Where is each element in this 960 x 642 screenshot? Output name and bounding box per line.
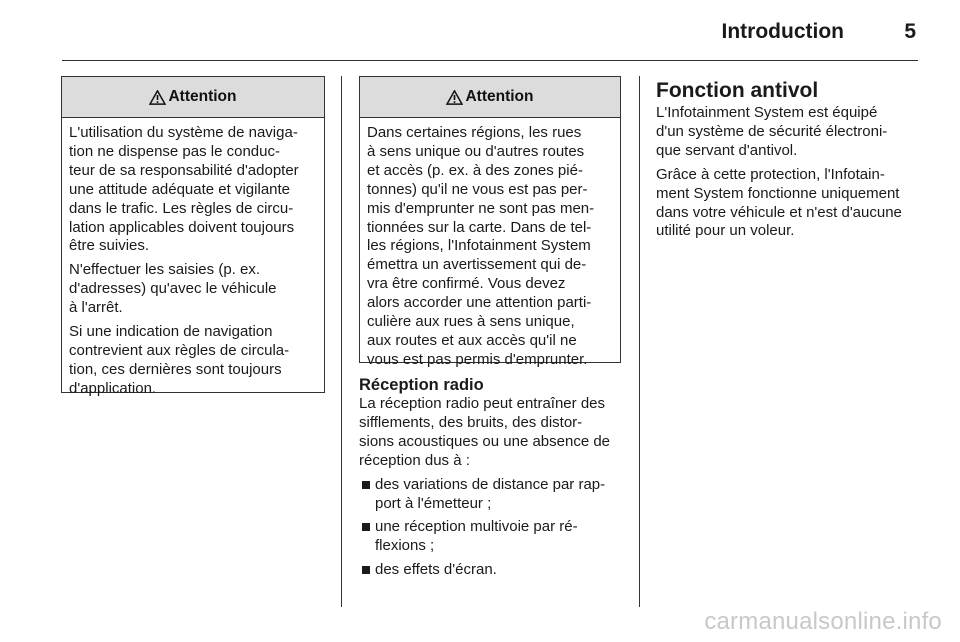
section-heading: Fonction antivol	[656, 79, 819, 102]
list-item-text: des effets d'écran.	[375, 561, 497, 579]
warning-paragraph: L'utilisation du système de naviga- tion ne dispense pas le conduc- teur de sa responsabilité d'adopter une attitude adéquate et vigilante dans le trafic. Les règles de circu- lation applicables doivent toujours être suivies.	[69, 124, 299, 255]
antitheft-section	[656, 78, 926, 246]
bullet-list	[359, 476, 623, 581]
warning-paragraph: N'effectuer les saisies (p. ex. d'adresses) qu'avec le véhicule à l'arrêt.	[69, 261, 277, 317]
section-paragraph: Grâce à cette protection, l'Infotain- ment System fonctionne uniquement dans votre véhicule et n'est d'aucune utilité pour un voleur.	[656, 165, 902, 240]
column-divider-right	[639, 76, 640, 607]
list-item	[359, 518, 623, 556]
warning-box-title: Attention	[168, 88, 237, 105]
warning-box-navigation	[61, 76, 325, 397]
middle-column	[359, 76, 623, 585]
list-item	[359, 561, 623, 580]
page-header	[62, 0, 918, 61]
warning-box-title: Attention	[465, 88, 534, 105]
column-divider-left	[341, 76, 342, 607]
section-heading: Réception radio	[359, 376, 484, 394]
list-item	[359, 476, 623, 514]
warning-box-body	[360, 118, 620, 381]
warning-triangle-icon	[149, 90, 166, 105]
section-intro: La réception radio peut entraîner des sifflements, des bruits, des distor- sions acoustiques ou une absence de réception dus à :	[359, 395, 611, 469]
warning-box-body	[62, 118, 324, 410]
warning-box-header	[62, 77, 324, 118]
warning-paragraph: Dans certaines régions, les rues à sens unique ou d'autres routes et accès (p. ex. à des zones pié- tonnes) qu'il ne vous est pas per- mis d'emprunter ne sont pas men- tionnées sur la carte. Dans de tel- les régions, l'Infotainment System émettra un avertissement qui de- vra être confirmé. Vous devez alors accorder une attention parti- culière aux rues à sens unique, aux routes et aux accès qu'il ne vous est pas permis d'emprunter.	[367, 124, 595, 368]
page-number: 5	[904, 20, 916, 43]
section-paragraph: L'Infotainment System est équipé d'un système de sécurité électroni- que servant d'antivol.	[656, 104, 888, 159]
radio-reception-section	[359, 375, 623, 580]
watermark: carmanualsonline.info	[704, 608, 942, 635]
list-item-text: une réception multivoie par ré- flexions ;	[375, 518, 578, 555]
bullet-square-icon	[362, 481, 370, 489]
bullet-square-icon	[362, 523, 370, 531]
bullet-square-icon	[362, 566, 370, 574]
warning-box-one-way-streets	[359, 76, 621, 368]
list-item-text: des variations de distance par rap- port à l'émetteur ;	[375, 475, 606, 512]
warning-triangle-icon	[446, 90, 463, 105]
section-title: Introduction	[721, 20, 844, 43]
warning-paragraph: Si une indication de navigation contrevient aux règles de circula- tion, ces dernières sont toujours d'application.	[69, 323, 290, 397]
warning-box-header	[360, 77, 620, 118]
